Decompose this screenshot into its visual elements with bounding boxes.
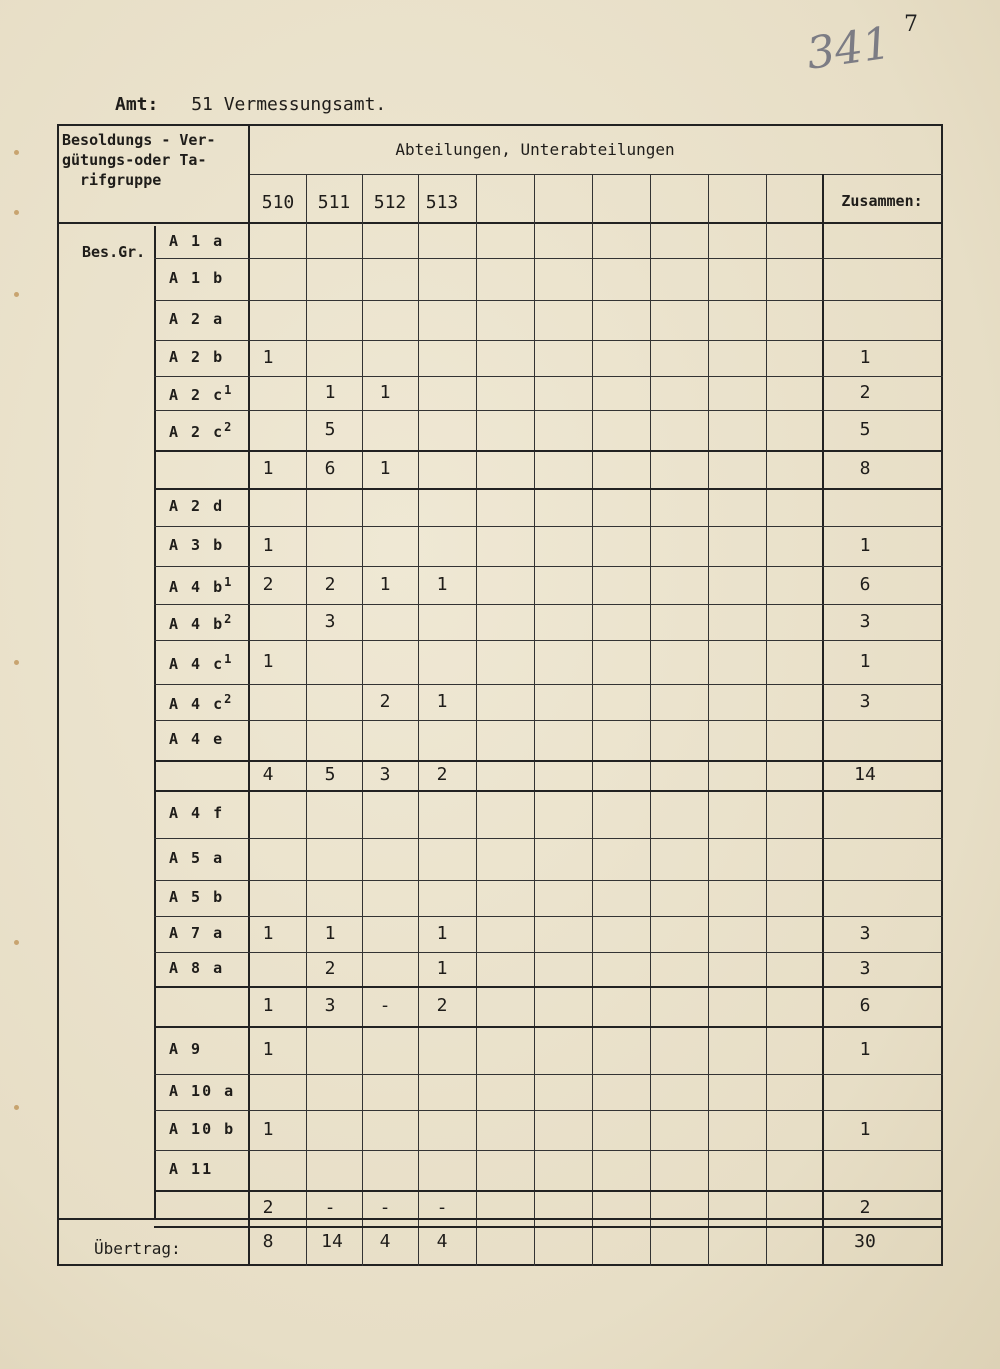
table-cell: 2 (262, 1197, 274, 1218)
sum-cell: 1 (859, 1039, 871, 1060)
sum-cell: 14 (854, 764, 876, 785)
besoldungsgruppe-label: Bes.Gr. (82, 243, 146, 261)
grid-line (154, 340, 943, 341)
pay-group-label: A 3 b (169, 536, 225, 554)
sum-cell: 6 (859, 574, 871, 595)
grid-line (154, 986, 943, 988)
pay-group-label: A 11 (169, 1160, 214, 1178)
sum-cell: 1 (859, 651, 871, 672)
grid-line (154, 1074, 943, 1075)
grid-line (154, 790, 943, 792)
punch-mark (14, 292, 19, 297)
table-cell: 1 (262, 995, 274, 1016)
column-header-510: 510 (261, 192, 295, 213)
sum-cell: 8 (859, 458, 871, 479)
pay-group-label: A 7 a (169, 924, 225, 942)
grid-line (154, 300, 943, 301)
punch-mark (14, 210, 19, 215)
pay-group-label: A 2 d (169, 497, 225, 515)
sum-cell: 3 (859, 923, 871, 944)
pay-group-label: A 8 a (169, 959, 225, 977)
table-cell: 1 (436, 958, 448, 979)
page-number: 341 (803, 17, 894, 80)
grid-line (250, 174, 943, 175)
sum-cell: 2 (859, 382, 871, 403)
grid-line (154, 258, 943, 259)
pay-group-superscript: 2 (224, 692, 232, 706)
table-cell: 2 (379, 691, 391, 712)
pay-group-label: A 2 $c^1$ (169, 383, 232, 404)
grid-line (248, 124, 250, 1266)
carry-over-label: Übertrag: (94, 1239, 181, 1258)
group-header-line: Besoldungs - Ver- (62, 131, 216, 149)
pay-group-label: A 4 $c^2$ (169, 692, 232, 713)
office-value: 51 Vermessungsamt. (191, 94, 387, 115)
sum-cell: 1 (859, 1119, 871, 1140)
table-cell: 2 (262, 574, 274, 595)
pay-group-label: A 4 $b^1$ (169, 575, 232, 596)
table-cell: - (324, 1197, 336, 1218)
pay-group-label: A 1 a (169, 232, 225, 250)
pay-group-label: A 10 a (169, 1082, 236, 1100)
column-header-511: 511 (317, 192, 351, 213)
table-cell: - (436, 1197, 448, 1218)
group-header-line: gütungs-oder Ta- (62, 151, 207, 169)
pay-group-label: A 1 b (169, 269, 225, 287)
grid-line (154, 1226, 943, 1228)
punch-mark (14, 660, 19, 665)
table-cell: 1 (379, 382, 391, 403)
table-cell: 1 (262, 923, 274, 944)
table-cell: - (379, 995, 391, 1016)
carry-over-cell: 4 (436, 1231, 448, 1252)
grid-line (154, 760, 943, 762)
grid-line (154, 720, 943, 721)
grid-line (154, 1150, 943, 1151)
table-cell: 1 (379, 574, 391, 595)
pay-group-superscript: 2 (224, 420, 232, 434)
punch-mark (14, 150, 19, 155)
page-number-superscript: 7 (904, 12, 918, 37)
pay-group-label: A 4 e (169, 730, 225, 748)
table-cell: 2 (436, 995, 448, 1016)
grid-line (154, 684, 943, 685)
punch-mark (14, 940, 19, 945)
group-header-line: rifgruppe (80, 171, 162, 189)
grid-line (57, 1218, 943, 1220)
table-cell: - (379, 1197, 391, 1218)
table-cell: 1 (436, 691, 448, 712)
pay-group-label: A 4 f (169, 804, 225, 822)
table-cell: 1 (324, 923, 336, 944)
table-cell: 3 (324, 995, 336, 1016)
office-line (115, 94, 386, 115)
pay-group-label: A 2 b (169, 348, 225, 366)
table-cell: 1 (262, 535, 274, 556)
grid-line (154, 410, 943, 411)
pay-group-label: A 4 $b^2$ (169, 612, 232, 633)
carry-over-cell: 8 (262, 1231, 274, 1252)
pay-group-superscript: 2 (224, 612, 232, 626)
sum-cell: 3 (859, 611, 871, 632)
table-cell: 1 (262, 1039, 274, 1060)
carry-over-cell: 4 (379, 1231, 391, 1252)
table-cell: 5 (324, 764, 336, 785)
grid-line (154, 376, 943, 377)
pay-group-label: A 10 b (169, 1120, 236, 1138)
grid-line (57, 222, 943, 224)
table-cell: 4 (262, 764, 274, 785)
table-cell: 1 (436, 923, 448, 944)
carry-over-sum: 30 (854, 1231, 876, 1252)
pay-group-label: A 9 (169, 1040, 203, 1058)
department-header: Abteilungen, Unterabteilungen (395, 140, 675, 159)
column-header-513: 513 (425, 192, 459, 213)
pay-group-label: A 5 a (169, 849, 225, 867)
grid-line (154, 488, 943, 490)
grid-line (154, 1190, 943, 1192)
grid-line (154, 916, 943, 917)
grid-line (154, 1026, 943, 1028)
punch-mark (14, 1105, 19, 1110)
grid-line (154, 526, 943, 527)
sum-cell: 1 (859, 535, 871, 556)
sum-header: Zusammen: (841, 192, 923, 210)
pay-group-superscript: 1 (224, 575, 232, 589)
table-cell: 3 (379, 764, 391, 785)
office-label: Amt: (115, 94, 159, 115)
column-header-512: 512 (373, 192, 407, 213)
table-cell: 1 (379, 458, 391, 479)
table-cell: 1 (262, 347, 274, 368)
sum-cell: 3 (859, 691, 871, 712)
grid-line (154, 838, 943, 839)
table-cell: 1 (262, 458, 274, 479)
grid-line (154, 880, 943, 881)
grid-line (154, 952, 943, 953)
sum-cell: 3 (859, 958, 871, 979)
table-cell: 1 (262, 651, 274, 672)
grid-line (154, 604, 943, 605)
table-cell: 1 (262, 1119, 274, 1140)
carry-over-cell: 14 (321, 1231, 343, 1252)
pay-group-label: A 4 $c^1$ (169, 652, 232, 673)
table-cell: 3 (324, 611, 336, 632)
sum-cell: 2 (859, 1197, 871, 1218)
pay-group-label: A 2 $c^2$ (169, 420, 232, 441)
pay-group-label: A 2 a (169, 310, 225, 328)
table-cell: 6 (324, 458, 336, 479)
group-header (62, 130, 252, 190)
sum-cell: 6 (859, 995, 871, 1016)
grid-line (154, 226, 156, 1218)
grid-line (154, 566, 943, 567)
table-cell: 2 (436, 764, 448, 785)
pay-group-superscript: 1 (224, 383, 232, 397)
pay-group-label: A 5 b (169, 888, 225, 906)
table-cell: 5 (324, 419, 336, 440)
table-cell: 1 (436, 574, 448, 595)
table-cell: 1 (324, 382, 336, 403)
table-cell: 2 (324, 958, 336, 979)
table-cell: 2 (324, 574, 336, 595)
grid-line (154, 1110, 943, 1111)
grid-line (154, 640, 943, 641)
grid-line (154, 450, 943, 452)
pay-group-superscript: 1 (224, 652, 232, 666)
sum-cell: 5 (859, 419, 871, 440)
sum-cell: 1 (859, 347, 871, 368)
